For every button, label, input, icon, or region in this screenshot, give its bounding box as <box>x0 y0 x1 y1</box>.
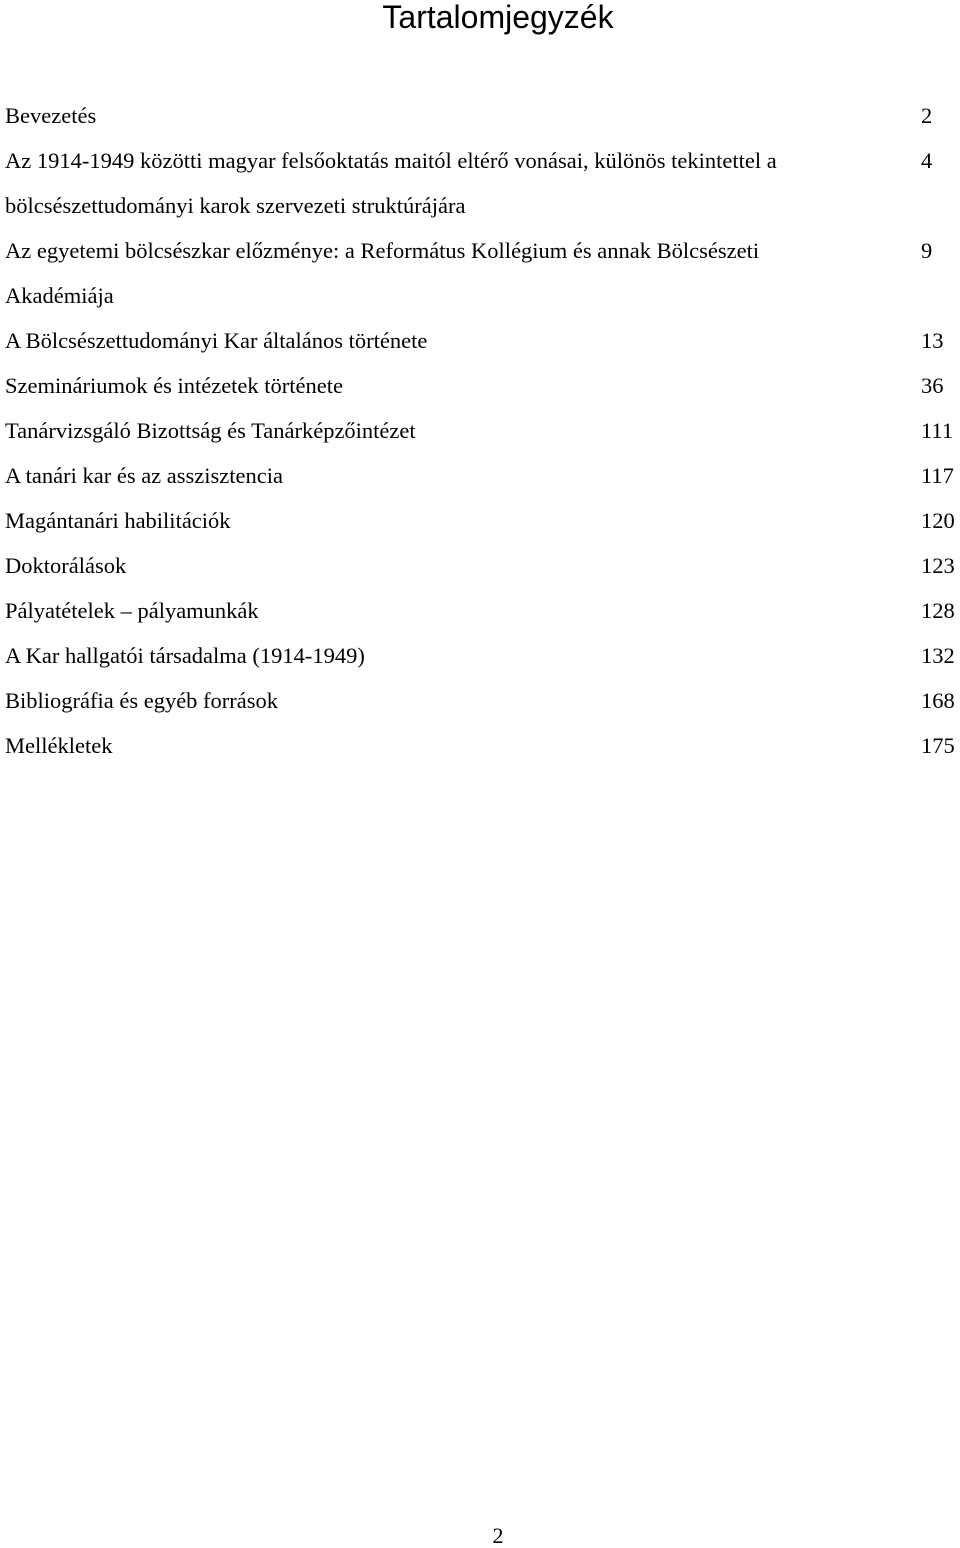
toc-entry-title: Bevezetés <box>5 103 97 128</box>
toc-entry-title: A tanári kar és az asszisztencia <box>5 463 283 488</box>
toc-entry-title: Magántanári habilitációk <box>5 508 231 533</box>
page-title: Tartalomjegyzék <box>382 0 614 35</box>
toc-entry-page: 4 <box>921 148 933 173</box>
toc-entry-page: 128 <box>921 598 955 623</box>
toc-entry-page: 36 <box>921 373 944 398</box>
toc-entry-page: 123 <box>921 553 955 578</box>
toc-entry-title: Az egyetemi bölcsészkar előzménye: a Református Kollégium és annak Bölcsészeti Akadémiája <box>5 238 760 308</box>
toc-entry-title: Mellékletek <box>5 733 113 758</box>
toc-entry-title: A Bölcsészettudományi Kar általános története <box>5 328 428 353</box>
toc-entry-page: 13 <box>921 328 944 353</box>
toc-entry-page: 117 <box>921 463 954 488</box>
toc-entry-page: 9 <box>921 238 933 263</box>
toc-entry-page: 168 <box>921 688 955 713</box>
toc-entry-title: Az 1914-1949 közötti magyar felsőoktatás maitól eltérő vonásai, különös tekintettel a bölcsészettudományi karok szervezeti struktúrájára <box>5 148 777 218</box>
toc-entry-page: 132 <box>921 643 955 668</box>
toc-entry-title: Tanárvizsgáló Bizottság és Tanárképzőintézet <box>5 418 416 443</box>
toc-entry-title: Doktorálások <box>5 553 127 578</box>
toc-entry-title: Pályatételek – pályamunkák <box>5 598 259 623</box>
toc-entry-title: Szemináriumok és intézetek története <box>5 373 343 398</box>
toc-entry-title: A Kar hallgatói társadalma (1914-1949) <box>5 643 365 668</box>
toc-entry-page: 120 <box>921 508 955 533</box>
toc-entry-title: Bibliográfia és egyéb források <box>5 688 279 713</box>
toc-entry-page: 2 <box>921 103 933 128</box>
toc-entry-page: 175 <box>921 733 955 758</box>
page-number: 2 <box>492 1523 504 1548</box>
toc-entry-page: 111 <box>921 418 954 443</box>
